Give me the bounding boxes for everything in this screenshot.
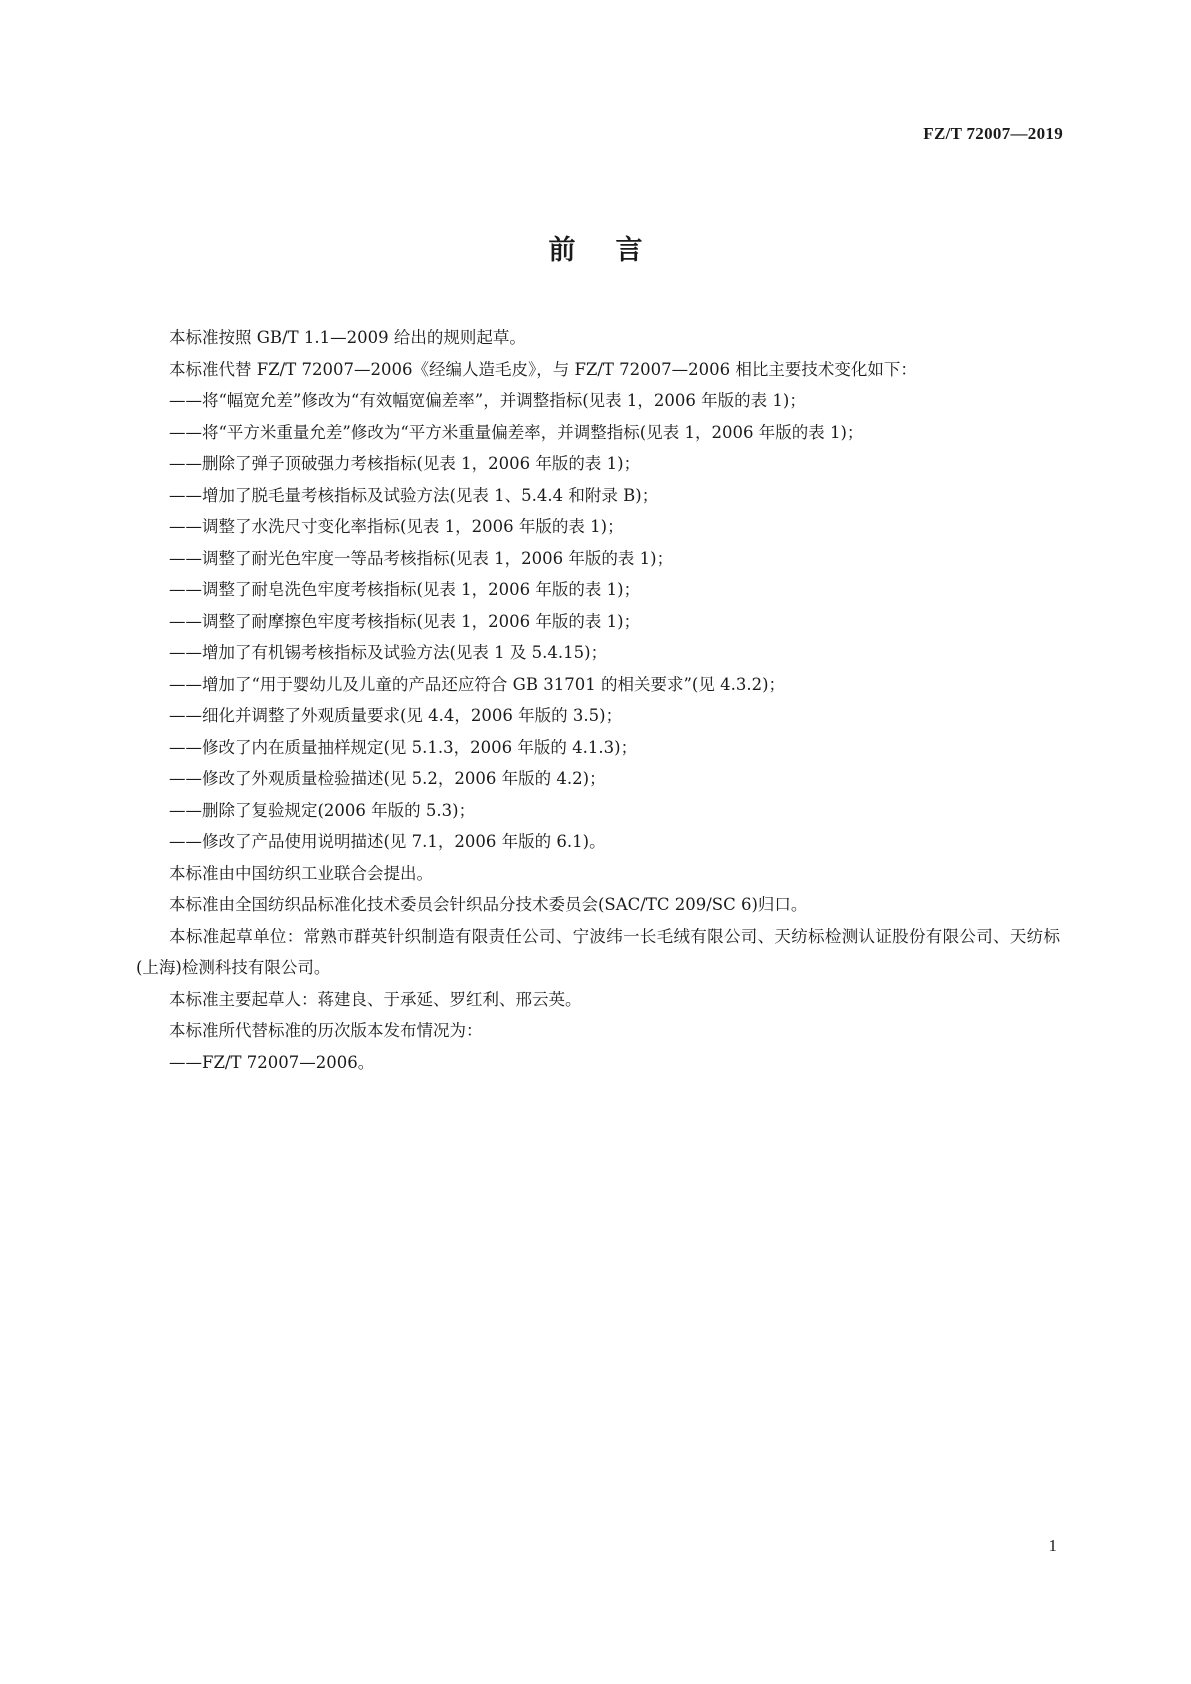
change-item: ——增加了有机锡考核指标及试验方法(见表 1 及 5.4.15)； <box>169 643 608 662</box>
page-title: 前言 <box>548 235 683 266</box>
change-item: ——删除了复验规定(2006 年版的 5.3)； <box>169 800 476 820</box>
paragraph-version-history: 本标准所代替标准的历次版本发布情况为： <box>169 1021 483 1040</box>
page-number: 1 <box>1048 1536 1057 1555</box>
paragraph-proposer: 本标准由中国纺织工业联合会提出。 <box>169 863 433 883</box>
version-history-item: ——FZ/T 72007—2006。 <box>169 1052 375 1072</box>
paragraph-replaces: 本标准代替 FZ/T 72007—2006《经编人造毛皮》，与 FZ/T 72007—2006 相比主要技术变化如下： <box>169 359 917 379</box>
paragraph-committee: 本标准由全国纺织品标准化技术委员会针织品分技术委员会(SAC/TC 209/SC 6)归口。 <box>169 895 808 914</box>
change-item: ——将“平方米重量允差”修改为“平方米重量偏差率，并调整指标(见表 1，2006 年版的表 1)； <box>169 422 864 442</box>
change-item: ——修改了内在质量抽样规定(见 5.1.3，2006 年版的 4.1.3)； <box>169 737 638 757</box>
standard-code: FZ/T 72007—2019 <box>923 124 1063 143</box>
change-item: ——修改了外观质量检验描述(见 5.2，2006 年版的 4.2)； <box>169 769 606 788</box>
change-item: ——调整了耐光色牢度一等品考核指标(见表 1，2006 年版的表 1)； <box>169 548 674 568</box>
change-item: ——调整了耐皂洗色牢度考核指标(见表 1，2006 年版的表 1)； <box>169 580 641 599</box>
change-item: ——细化并调整了外观质量要求(见 4.4，2006 年版的 3.5)； <box>169 706 623 725</box>
change-item: ——调整了水洗尺寸变化率指标(见表 1，2006 年版的表 1)； <box>169 517 624 536</box>
change-item: ——增加了脱毛量考核指标及试验方法(见表 1、5.4.4 和附录 B)； <box>169 485 659 505</box>
change-item: ——增加了“用于婴幼儿及儿童的产品还应符合 GB 31701 的相关要求”(见 4.3.2)； <box>169 674 786 694</box>
change-item: ——调整了耐摩擦色牢度考核指标(见表 1，2006 年版的表 1)； <box>169 611 641 631</box>
change-item: ——将“幅宽允差”修改为“有效幅宽偏差率”，并调整指标(见表 1，2006 年版的表 1)； <box>169 391 806 410</box>
paragraph-drafters: 本标准主要起草人：蒋建良、于承延、罗红利、邢云英。 <box>169 989 582 1009</box>
paragraph-drafting-rules: 本标准按照 GB/T 1.1—2009 给出的规则起草。 <box>169 328 526 347</box>
change-item: ——删除了弹子顶破强力考核指标(见表 1，2006 年版的表 1)； <box>169 454 641 473</box>
foreword-body <box>136 322 1060 1078</box>
change-item: ——修改了产品使用说明描述(见 7.1，2006 年版的 6.1)。 <box>169 832 606 851</box>
paragraph-drafting-units: 本标准起草单位：常熟市群英针织制造有限责任公司、宁波纬一长毛绒有限公司、天纺标检测认证股份有限公司、天纺标(上海)检测科技有限公司。 <box>136 926 1060 977</box>
